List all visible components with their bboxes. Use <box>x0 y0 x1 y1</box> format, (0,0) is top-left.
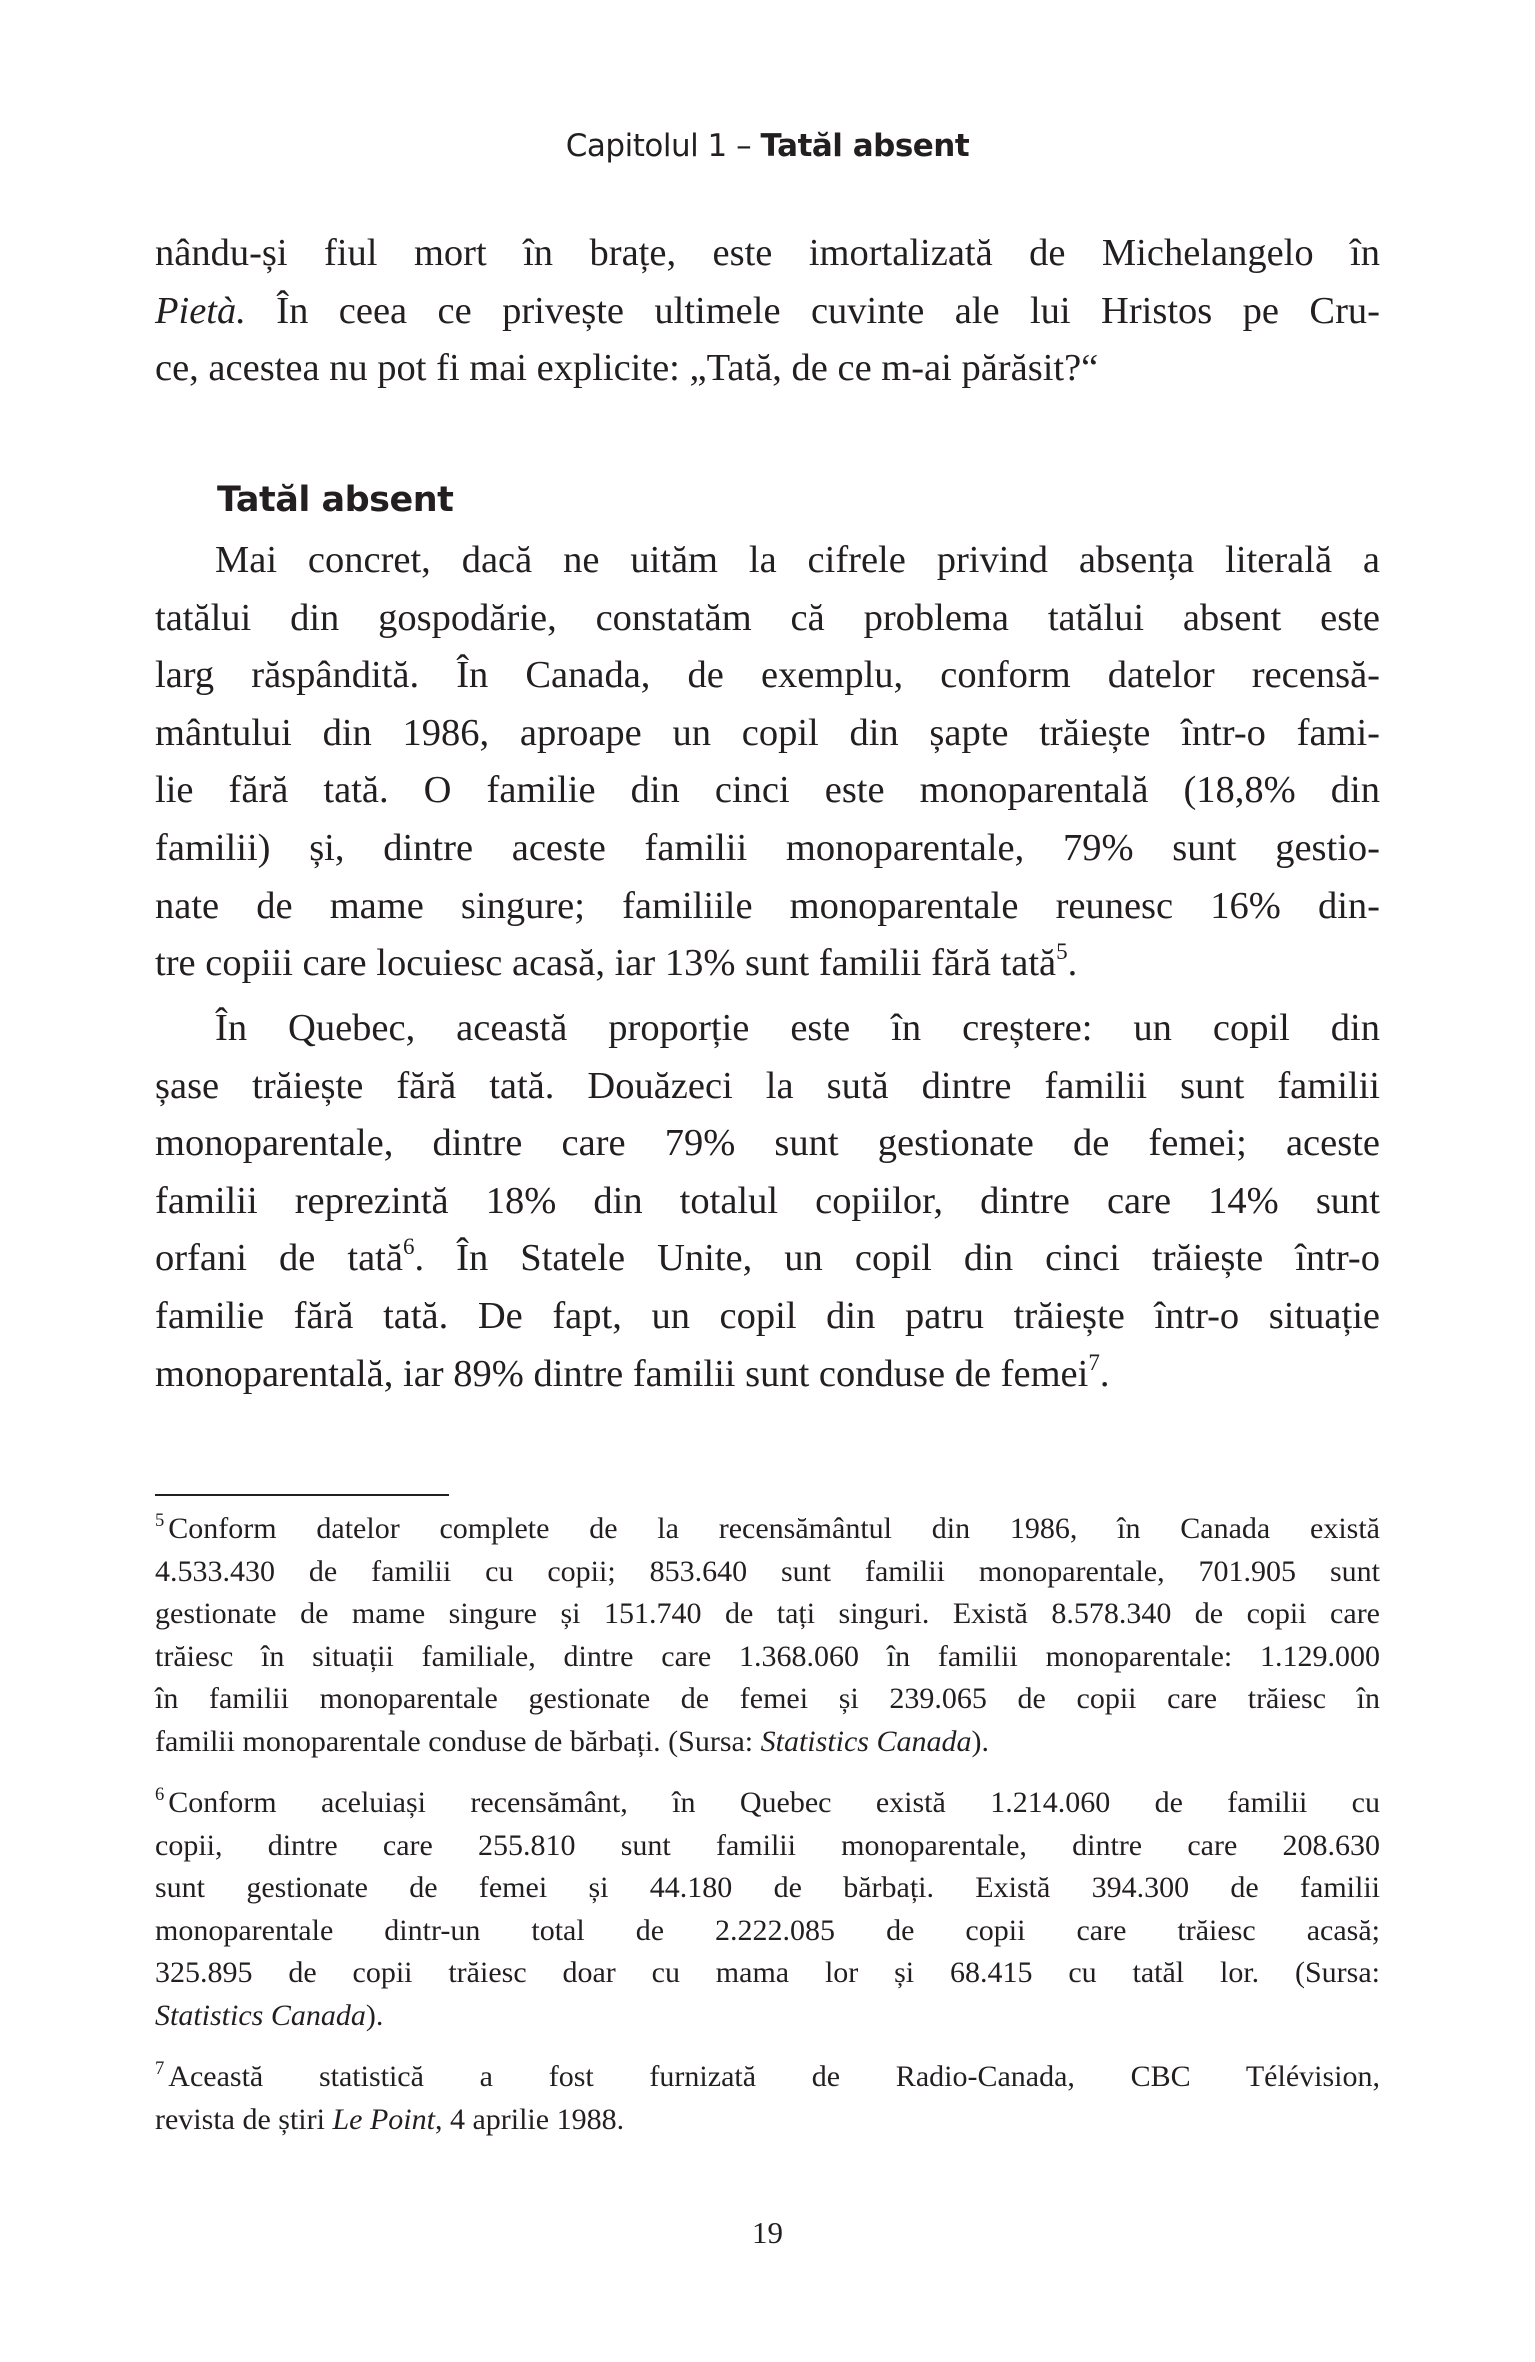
paragraph-1 <box>155 532 1380 993</box>
footnote-line: monoparentale dintr-un total de 2.222.085 de copii care trăiesc acasă; <box>155 1913 1380 1947</box>
footnote-ref-7[interactable]: 7 <box>1088 1348 1100 1375</box>
text-line: tatălui din gospodărie, constatăm că problema tatălui absent este <box>155 596 1380 639</box>
footnote-number: 6 <box>155 1783 165 1805</box>
source-title: Statistics Canada <box>760 1724 972 1758</box>
text-line: Pietà. În ceea ce privește ultimele cuvinte ale lui Hristos pe Cru- <box>155 289 1380 332</box>
footnote-7 <box>155 2056 1380 2141</box>
text-line: nate de mame singure; familiile monoparentale reunesc 16% din- <box>155 884 1380 927</box>
intro-paragraph <box>155 225 1380 398</box>
footnote-line: trăiesc în situații familiale, dintre care 1.368.060 în familii monoparentale: 1.129.000 <box>155 1639 1380 1673</box>
footnote-line: familii monoparentale conduse de bărbați. (Sursa: Statistics Canada). <box>155 1724 989 1758</box>
footnote-line: $^6$ Conform aceluiași recensământ, în Quebec există 1.214.060 de familii cu <box>155 1783 1380 1819</box>
footnote-separator <box>155 1494 449 1496</box>
footnote-number: 7 <box>155 2057 165 2079</box>
paragraph-2 <box>155 1000 1380 1403</box>
text-line: larg răspândită. În Canada, de exemplu, conform datelor recensă- <box>155 654 1380 697</box>
footnote-line: copii, dintre care 255.810 sunt familii monoparentale, dintre care 208.630 <box>155 1828 1380 1862</box>
footnote-ref-6[interactable]: 6 <box>402 1233 415 1260</box>
footnote-line: 4.533.430 de familii cu copii; 853.640 sunt familii monoparentale, 701.905 sunt <box>155 1554 1380 1588</box>
footnote-number: 5 <box>155 1509 165 1531</box>
text-line: familii) și, dintre aceste familii monoparentale, 79% sunt gestio- <box>155 826 1380 869</box>
chapter-title: Tatăl absent <box>760 128 970 164</box>
footnote-line: $^5$ Conform datelor complete de la recensământul din 1986, în Canada există <box>155 1509 1380 1545</box>
footnote-line: 325.895 de copii trăiesc doar cu mama lor și 68.415 cu tatăl lor. (Sursa: <box>155 1956 1380 1989</box>
running-header <box>0 128 1535 164</box>
artwork-title: Pietà. <box>155 289 246 332</box>
source-title: Le Point <box>332 2102 435 2136</box>
text-line: șase trăiește fără tată. Douăzeci la sută dintre familii sunt familii <box>155 1064 1380 1107</box>
text-line: nându-și fiul mort în brațe, este imortalizată de Michelangelo în <box>155 232 1380 274</box>
footnote-line: $^7$ Această statistică a fost furnizată de Radio-Canada, CBC Télévision, <box>155 2057 1380 2093</box>
footnote-line: în familii monoparentale gestionate de femei și 239.065 de copii care trăiesc în <box>155 1682 1380 1715</box>
text-line: monoparentală, iar 89% dintre familii sunt conduse de femei$^7$. <box>155 1348 1110 1395</box>
footnote-ref-5[interactable]: 5 <box>1056 938 1068 964</box>
footnote-line: revista de știri Le Point, 4 aprilie 1988. <box>155 2102 625 2136</box>
footnote-6 <box>155 1782 1380 2037</box>
text-line: familie fără tată. De fapt, un copil din patru trăiește într-o situație <box>155 1294 1380 1337</box>
text-line: orfani de tată$^6$. În Statele Unite, un copil din cinci trăiește într-o <box>155 1233 1380 1280</box>
section-heading: Tatăl absent <box>217 480 454 520</box>
text-line: Mai concret, dacă ne uităm la cifrele privind absența literală a <box>215 539 1380 581</box>
page-number: 19 <box>752 2215 783 2250</box>
text-line: lie fără tată. O familie din cinci este monoparentală (18,8% din <box>155 769 1380 812</box>
footnote-line: sunt gestionate de femei și 44.180 de bărbați. Există 394.300 de familii <box>155 1871 1380 1904</box>
text-line: mântului din 1986, aproape un copil din șapte trăiește într-o fami- <box>155 711 1380 754</box>
footnote-line: Statistics Canada). <box>155 1998 384 2032</box>
text-line: ce, acestea nu pot fi mai explicite: „Tată, de ce m-ai părăsit?“ <box>155 347 1099 390</box>
chapter-label: Capitolul 1 – <box>565 128 761 164</box>
text-line: tre copiii care locuiesc acasă, iar 13% sunt familii fără tată$^5$. <box>155 938 1078 985</box>
footnote-line: gestionate de mame singure și 151.740 de tați singuri. Există 8.578.340 de copii care <box>155 1597 1380 1630</box>
footnote-5 <box>155 1508 1380 1763</box>
text-line: monoparentale, dintre care 79% sunt gestionate de femei; aceste <box>155 1122 1380 1165</box>
source-title: Statistics Canada <box>155 1998 366 2032</box>
text-line: familii reprezintă 18% din totalul copiilor, dintre care 14% sunt <box>155 1179 1380 1222</box>
text-line: În Quebec, această proporție este în creștere: un copil din <box>215 1007 1380 1049</box>
